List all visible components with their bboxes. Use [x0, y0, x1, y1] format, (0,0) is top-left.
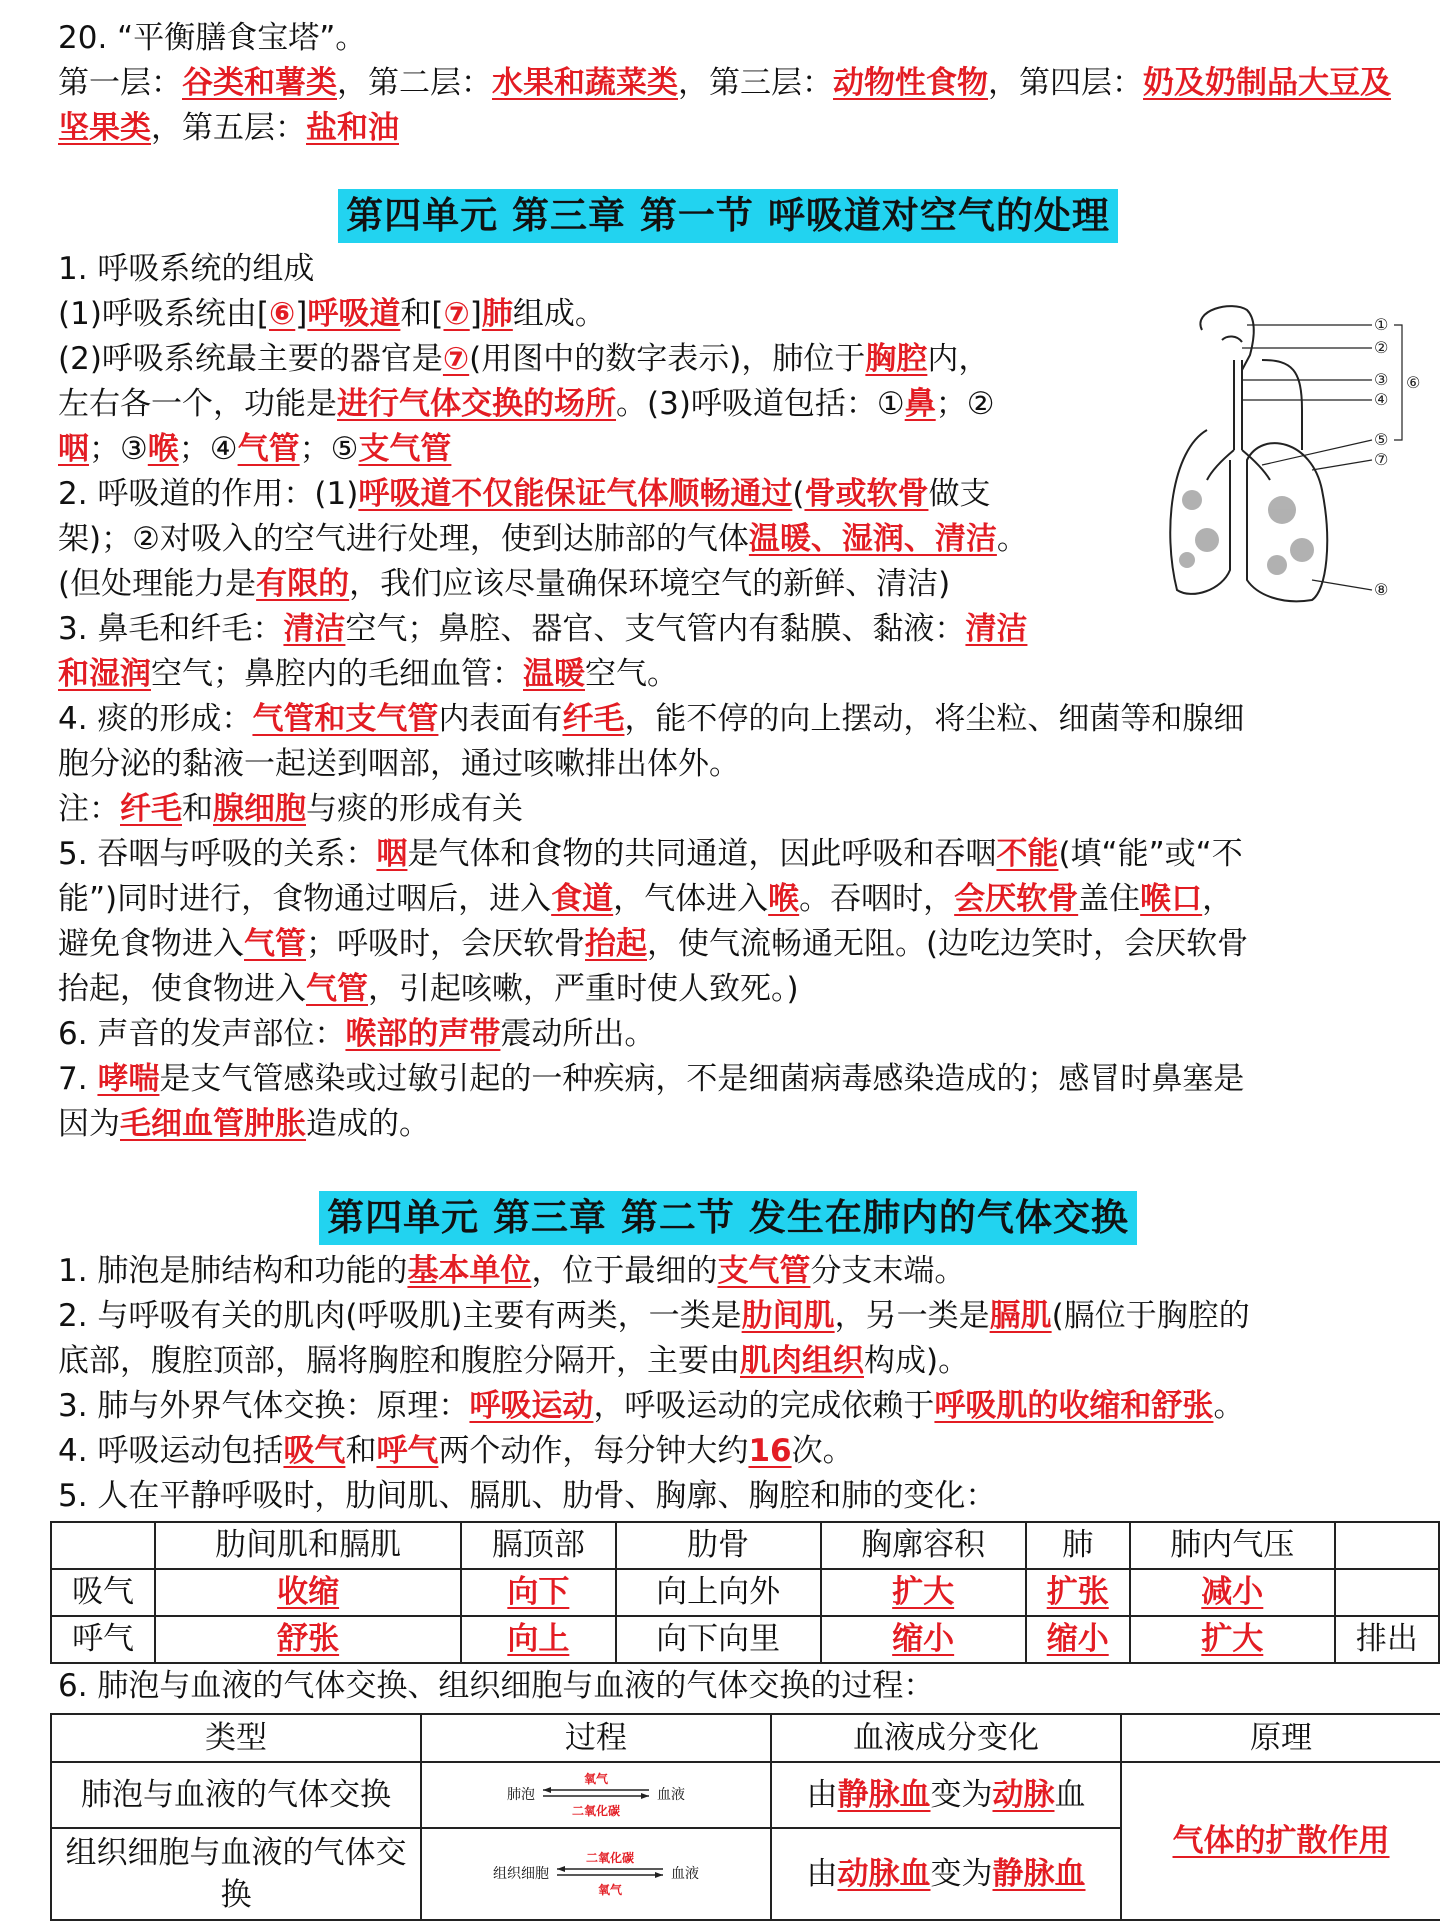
answer: 16: [748, 1433, 792, 1469]
figure-label: ④: [1374, 390, 1389, 409]
answer: 有限的: [256, 566, 350, 602]
left-lung: [1170, 430, 1230, 594]
answer: 喉口: [1140, 881, 1203, 917]
table-cell: [155, 1616, 461, 1663]
table-header-cell: 过程: [421, 1714, 771, 1762]
text: 4. 痰的形成：: [58, 701, 253, 737]
text: 2. 呼吸道的作用：(1): [58, 476, 359, 512]
text: (但处理能力是: [58, 566, 257, 602]
exchange-arrows-icon: [541, 1786, 651, 1800]
text: 。(3)呼吸道包括：①: [616, 386, 905, 422]
table-row: [51, 1569, 1439, 1616]
table-cell: [155, 1569, 461, 1616]
table-row: [51, 1762, 1440, 1828]
answer: ⑦: [442, 341, 470, 377]
answer: 舒张: [277, 1621, 340, 1657]
answer: 哮喘: [97, 1061, 160, 1097]
line: [58, 832, 1398, 877]
text: 注：: [58, 791, 120, 827]
line: [58, 1057, 1398, 1102]
text: 构成)。: [864, 1343, 970, 1379]
text: ，位于最细的: [531, 1253, 718, 1289]
table-cell: 呼气: [51, 1616, 155, 1663]
table-cell: [1026, 1569, 1130, 1616]
line: 5. 人在平静呼吸时，肋间肌、膈肌、肋骨、胸廓、胸腔和肺的变化：: [58, 1478, 997, 1514]
table-cell: [461, 1569, 616, 1616]
figure-label: ①: [1374, 315, 1389, 334]
answer: 清洁: [283, 611, 346, 647]
answer: 奶及奶制品大豆及坚果类: [58, 65, 1391, 146]
section-2-body: [58, 1249, 1418, 1921]
text: ；③: [89, 431, 148, 467]
text: (用图中的数字表示)，肺位于: [469, 341, 866, 377]
text: ；呼吸时，会厌软骨: [306, 926, 585, 962]
text: 是气体和食物的共同通道，因此呼吸和吞咽: [407, 836, 997, 872]
answer: 呼吸道不仅能保证气体顺畅通过: [358, 476, 793, 512]
text: 左右各一个，功能是: [58, 386, 337, 422]
answer: 毛细血管肿胀: [120, 1106, 306, 1142]
text: 空气。: [585, 656, 678, 692]
answer: 纤毛: [120, 791, 182, 827]
table-cell: [821, 1569, 1026, 1616]
answer: 抬起: [585, 926, 647, 962]
text: 变为: [930, 1777, 993, 1813]
answer: 胸腔: [865, 341, 928, 377]
answer: 骨或软骨: [804, 476, 929, 512]
text: 1. 肺泡是肺结构和功能的: [58, 1253, 408, 1289]
text: 避免食物进入: [58, 926, 244, 962]
line: [58, 967, 1398, 1012]
text: 两个动作，每分钟大约: [438, 1433, 749, 1469]
section-header-2: 第四单元 第三章 第二节 发生在肺内的气体交换: [319, 1191, 1137, 1245]
answer: 扩大: [1201, 1621, 1264, 1657]
answer: 气管: [306, 971, 368, 1007]
respiratory-system-figure: [1162, 300, 1422, 620]
answer: ⑥: [269, 296, 296, 332]
answer: 向下: [507, 1574, 570, 1610]
text: 6. 声音的发声部位：: [58, 1016, 346, 1052]
answer: 进行气体交换的场所: [337, 386, 616, 422]
text: ，使气流畅通无阻。(边吃边笑时，会厌软骨: [647, 926, 1249, 962]
table-header-cell: 胸廓容积: [821, 1522, 1026, 1569]
answer: 气体的扩散作用: [1172, 1823, 1390, 1859]
text: 内，: [927, 341, 990, 377]
table-header-cell: 肺内气压: [1130, 1522, 1335, 1569]
text: 由: [806, 1777, 838, 1813]
line: [58, 1384, 1398, 1429]
text: 3. 肺与外界气体交换：原理：: [58, 1388, 470, 1424]
text: (: [792, 476, 805, 512]
text: 和: [182, 791, 213, 827]
text: 做支: [928, 476, 991, 512]
line: [58, 1102, 1398, 1147]
text: ]: [295, 296, 308, 332]
text: ，第四层：: [988, 65, 1143, 101]
line: [58, 1012, 1398, 1057]
answer: 食道: [551, 881, 614, 917]
text: 是支气管感染或过敏引起的一种疾病，不是细菌病毒感染造成的；感冒时鼻塞是: [159, 1061, 1245, 1097]
process-diagram-1: [421, 1762, 771, 1828]
text: ；④: [178, 431, 238, 467]
section-header-1: 第四单元 第三章 第一节 呼吸道对空气的处理: [338, 189, 1118, 243]
answer: 纤毛: [562, 701, 625, 737]
diagram-label: 组织细胞: [493, 1866, 549, 1882]
answer: 谷类和薯类: [182, 65, 337, 101]
text: 由: [806, 1856, 838, 1892]
head-outline: [1200, 306, 1253, 370]
answer: 喉部的声带: [345, 1016, 501, 1052]
text: 4. 呼吸运动包括: [58, 1433, 284, 1469]
diagram-gas-label: 氧气: [597, 1883, 622, 1897]
text: ，引起咳嗽，严重时使人致死。): [368, 971, 799, 1007]
text: 底部，腹腔顶部，膈将胸腔和腹腔分隔开，主要由: [58, 1343, 740, 1379]
table-header-row: [51, 1522, 1439, 1569]
answer: 和湿润: [58, 656, 151, 692]
line: [58, 922, 1398, 967]
text: 空气；鼻腔、器官、支气管内有黏膜、黏液：: [345, 611, 966, 647]
text: ，第三层：: [678, 65, 833, 101]
answer: 吸气: [283, 1433, 346, 1469]
text: 震动所出。: [500, 1016, 656, 1052]
table-cell: 吸气: [51, 1569, 155, 1616]
answer: 减小: [1201, 1574, 1264, 1610]
answer: 喉: [147, 431, 179, 467]
figure-label: ⑦: [1374, 450, 1389, 469]
answer: 会厌软骨: [954, 881, 1079, 917]
answer: 扩张: [1046, 1574, 1109, 1610]
line: [58, 1339, 1398, 1384]
process-diagram-2: [421, 1828, 771, 1920]
line: [58, 1249, 1398, 1294]
answer: 支气管: [717, 1253, 811, 1289]
text: 组成。: [512, 296, 606, 332]
text: (填“能”或“不: [1058, 836, 1243, 872]
text: 造成的。: [306, 1106, 430, 1142]
table-cell: [771, 1828, 1121, 1920]
answer: 气管: [237, 431, 300, 467]
text: ，: [1202, 881, 1234, 917]
answer: 呼吸道: [307, 296, 401, 332]
gas-exchange-table: [50, 1713, 1440, 1921]
diagram-gas-label: 二氧化碳: [571, 1804, 620, 1818]
text: 2. 与呼吸有关的肌肉(呼吸肌)主要有两类，一类是: [58, 1298, 742, 1334]
table-cell: [1026, 1616, 1130, 1663]
table-header-cell: 肺: [1026, 1522, 1130, 1569]
table-cell: [1130, 1569, 1335, 1616]
intro-title: 20. “平衡膳食宝塔”。: [58, 20, 367, 56]
answer: 动脉: [992, 1777, 1055, 1813]
figure-label: ⑤: [1374, 430, 1389, 449]
table-row: [51, 1616, 1439, 1663]
text: 空气；鼻腔内的毛细血管：: [151, 656, 523, 692]
figure-label: ⑧: [1374, 580, 1389, 599]
text: 血: [1054, 1777, 1086, 1813]
text: 能”)同时进行，食物通过咽后，进入: [58, 881, 552, 917]
answer: 支气管: [358, 431, 452, 467]
text: 架)；②对吸入的空气进行处理，使到达肺部的气体: [58, 521, 749, 557]
text: 次。: [791, 1433, 854, 1469]
table-header-cell: 肋间肌和膈肌: [155, 1522, 461, 1569]
text: 5. 吞咽与呼吸的关系：: [58, 836, 377, 872]
text: 。: [996, 521, 1028, 557]
breathing-changes-table: [50, 1521, 1440, 1664]
diagram-gas-label: 氧气: [583, 1772, 608, 1786]
table-header-cell: 膈顶部: [461, 1522, 616, 1569]
text: 。: [1213, 1388, 1245, 1424]
figure-label: ③: [1374, 370, 1389, 389]
answer: 呼气: [376, 1433, 439, 1469]
diagram-label: 血液: [671, 1866, 699, 1882]
text: 盖住: [1078, 881, 1141, 917]
table-header-cell: 类型: [51, 1714, 421, 1762]
text: 分支末端。: [810, 1253, 966, 1289]
answer: 腺细胞: [213, 791, 306, 827]
table-cell: 向上向外: [616, 1569, 821, 1616]
answer: 动脉血: [837, 1856, 931, 1892]
text: 因为: [58, 1106, 120, 1142]
table-cell: [821, 1616, 1026, 1663]
answer: 温暖、湿润、清洁: [748, 521, 997, 557]
table-header-cell: 血液成分变化: [771, 1714, 1121, 1762]
table-cell: 肺泡与血液的气体交换: [51, 1762, 421, 1828]
table-cell: 组织细胞与血液的气体交换: [51, 1828, 421, 1920]
answer: 肺: [481, 296, 513, 332]
intro-pyramid-layers: [58, 61, 1398, 151]
text: ，我们应该尽量确保环境空气的新鲜、清洁): [349, 566, 951, 602]
text: 和[: [400, 296, 444, 332]
answer: 气管和支气管: [252, 701, 439, 737]
text: 和: [345, 1433, 377, 1469]
answer: 静脉血: [837, 1777, 931, 1813]
line: [58, 787, 1398, 832]
text: 与痰的形成有关: [306, 791, 523, 827]
text: (膈位于胸腔的: [1051, 1298, 1250, 1334]
figure-label: ⑥: [1406, 373, 1421, 392]
table-cell: [461, 1616, 616, 1663]
text: 7.: [58, 1061, 98, 1097]
answer: 水果和蔬菜类: [492, 65, 678, 101]
line: 1. 呼吸系统的组成: [58, 251, 315, 287]
line: 胞分泌的黏液一起送到咽部，通过咳嗽排出体外。: [58, 746, 740, 782]
answer: 喉: [768, 881, 800, 917]
line: [58, 1429, 1398, 1474]
table-cell: 排出: [1335, 1616, 1439, 1663]
answer: 气管: [244, 926, 306, 962]
line: [58, 877, 1398, 922]
table-cell: [1335, 1569, 1439, 1616]
answer: 缩小: [1046, 1621, 1109, 1657]
text: 抬起，使食物进入: [58, 971, 306, 1007]
answer: 咽: [376, 836, 408, 872]
answer: 肋间肌: [741, 1298, 835, 1334]
table-header-cell: 原理: [1121, 1714, 1440, 1762]
text: (1)呼吸系统由[: [58, 296, 270, 332]
answer: 膈肌: [989, 1298, 1052, 1334]
answer: 盐和油: [306, 110, 399, 146]
nasal-cavity: [1222, 336, 1242, 342]
text: ；②: [935, 386, 995, 422]
text: 3. 鼻毛和纤毛：: [58, 611, 284, 647]
text: ，能不停的向上摆动，将尘粒、细菌等和腺细: [624, 701, 1245, 737]
text: 内表面有: [438, 701, 563, 737]
diagram-label: 肺泡: [507, 1787, 535, 1803]
answer: 不能: [996, 836, 1059, 872]
diagram-gas-label: 二氧化碳: [585, 1851, 634, 1865]
answer: 呼吸运动: [469, 1388, 594, 1424]
table-cell: [1121, 1762, 1440, 1920]
text: ，呼吸运动的完成依赖于: [593, 1388, 935, 1424]
answer: ⑦: [443, 296, 470, 332]
text: ，第五层：: [151, 110, 306, 146]
text: ，第二层：: [337, 65, 492, 101]
answer: 缩小: [892, 1621, 955, 1657]
text: ，另一类是: [834, 1298, 990, 1334]
table-header-row: [51, 1714, 1440, 1762]
answer: 温暖: [523, 656, 585, 692]
table-cell: [771, 1762, 1121, 1828]
text: ；⑤: [299, 431, 359, 467]
answer: 动物性食物: [833, 65, 988, 101]
answer: 基本单位: [407, 1253, 532, 1289]
text: ，气体进入: [613, 881, 769, 917]
text: (2)呼吸系统最主要的器官是: [58, 341, 443, 377]
answer: 收缩: [277, 1574, 340, 1610]
table-header-cell: 肋骨: [616, 1522, 821, 1569]
line: 6. 肺泡与血液的气体交换、组织细胞与血液的气体交换的过程：: [58, 1668, 935, 1704]
line: [58, 1294, 1398, 1339]
answer: 静脉血: [992, 1856, 1086, 1892]
diagram-label: 血液: [657, 1787, 685, 1803]
table-cell: 向下向里: [616, 1616, 821, 1663]
answer: 咽: [58, 431, 89, 467]
body-outline: [1262, 360, 1302, 450]
figure-label: ②: [1374, 338, 1389, 357]
line: [58, 652, 1398, 697]
answer: 向上: [507, 1621, 570, 1657]
answer: 肌肉组织: [740, 1343, 864, 1379]
answer: 鼻: [904, 386, 936, 422]
text: 第一层：: [58, 65, 182, 101]
text: 变为: [930, 1856, 993, 1892]
answer: 呼吸肌的收缩和舒张: [934, 1388, 1214, 1424]
text: ]: [469, 296, 482, 332]
table-cell: [1130, 1616, 1335, 1663]
text: 。吞咽时，: [799, 881, 955, 917]
exchange-arrows-icon: [555, 1865, 665, 1879]
table-header-cell: [51, 1522, 155, 1569]
answer: 扩大: [892, 1574, 955, 1610]
table-header-cell: [1335, 1522, 1439, 1569]
answer: 清洁: [965, 611, 1028, 647]
line: [58, 697, 1398, 742]
